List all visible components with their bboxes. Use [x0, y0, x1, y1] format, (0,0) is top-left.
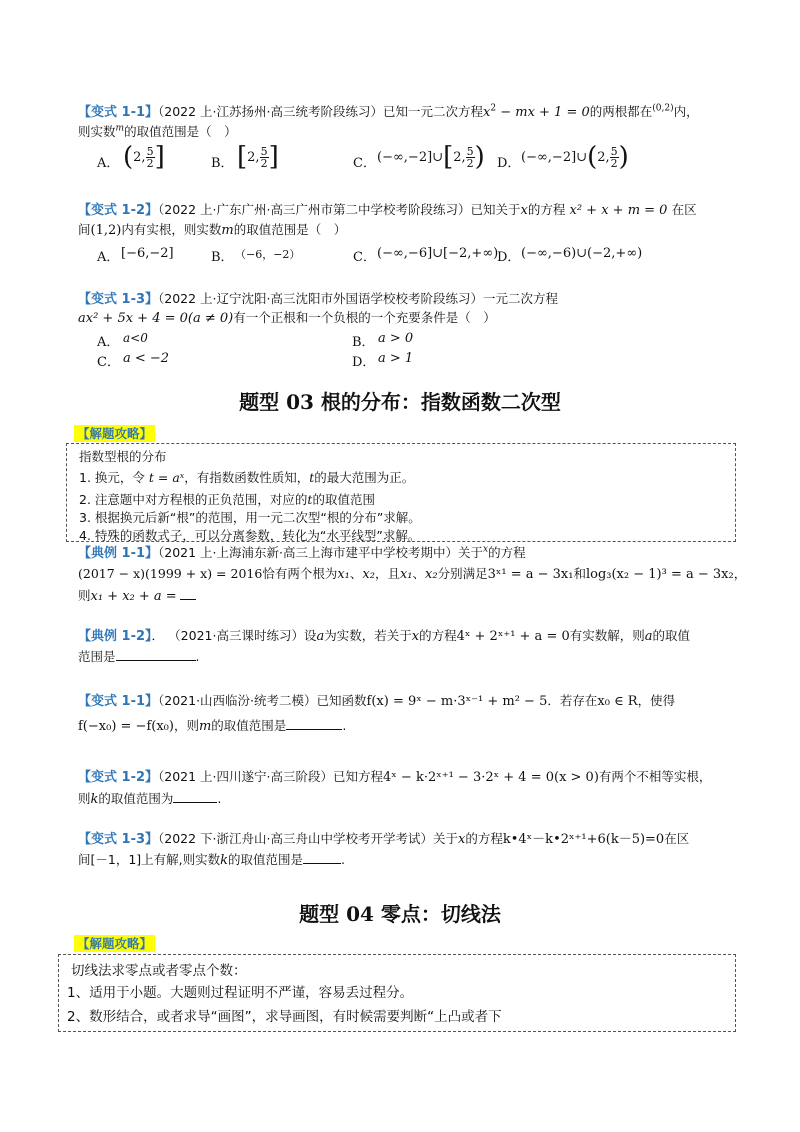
v11-eq: − mx + 1 = 0: [496, 105, 590, 120]
v11-optD-label[interactable]: D．: [497, 156, 521, 171]
section04-title: 题型 04 零点：切线法: [299, 902, 501, 926]
v12-source: （2022 上·广东广州·高三广州市第二中学校考阶段练习）已知关于: [158, 202, 521, 217]
v13-optD-label[interactable]: D．: [352, 355, 376, 370]
d12-line2: 范围是 .: [78, 649, 200, 664]
v11-optA-value[interactable]: ( 2, $\frac{5}{2}$ ]: [123, 142, 165, 172]
v23-tag: 【变式 1-3】: [78, 832, 159, 847]
v23-eq: k•4ˣ－k•2ˣ⁺¹+6(k－5)=0: [502, 832, 665, 847]
v11-mid: 的两根都在: [589, 104, 653, 119]
section04-item-1: 1、适用于小题。大题则过程证明不严谨，容易丢过程分。: [67, 985, 414, 1001]
v12-line2: [78, 220, 346, 238]
v13-optC-label[interactable]: C．: [97, 355, 120, 370]
v12-optB-label[interactable]: B．: [211, 250, 234, 265]
v22-source: （2021 上·四川遂宁·高三阶段）已知方程: [158, 769, 383, 784]
v11-var-m: m: [115, 123, 125, 134]
d11-x: x: [483, 544, 489, 555]
v12-optB-value[interactable]: （−6，−2）: [235, 248, 301, 261]
v12-eq: x² + x + m = 0: [569, 203, 668, 218]
d11-eq: (2017 − x)(1999 + x) = 2016: [78, 566, 263, 581]
v11-line2a: 则实数: [78, 124, 116, 139]
v12-x: x: [520, 203, 528, 218]
d12-tag: 【典例 1-2】: [78, 629, 152, 644]
v13-line2: [78, 308, 496, 326]
v22-eq: 4ˣ − k·2ˣ⁺¹ − 3·2ˣ + 4 = 0(x > 0): [383, 770, 599, 785]
v13-options: [97, 331, 497, 371]
d11-l2a: 恰有两个根为: [262, 566, 338, 581]
v11-line2: [78, 122, 237, 140]
d11-line3: 则x₁ + x₂ + a =: [78, 586, 196, 604]
section03-box-title: 指数型根的分布: [79, 449, 167, 464]
v12-line2b: 内有实根，则实数: [121, 222, 222, 237]
v12-optD-label[interactable]: D．: [497, 250, 521, 265]
section03-item-3: 3. 根据换元后新“根”的范围，用一元二次型“根的分布”求解。: [79, 510, 421, 525]
v21-source: （2021·山西临汾·统考二模）已知函数: [158, 693, 367, 708]
v11-source: （2022 上·江苏扬州·高三统考阶段练习）已知一元二次方程: [158, 104, 483, 119]
v21-tag: 【变式 1-1】: [78, 694, 159, 709]
v12-optC-value[interactable]: (−∞,−6]∪[−2,+∞): [377, 246, 499, 261]
section03-strategy-label: 【解题攻略】: [74, 424, 155, 442]
v13-line1: [78, 288, 558, 307]
section04-box-title: 切线法求零点或者零点个数：: [71, 963, 247, 979]
d11-line1: [78, 542, 526, 561]
v11-line1: 【变式 1-1】（2022 上·江苏扬州·高三统考阶段练习）已知一元二次方程$x^2$ − mx + 1 = 0的两根都在$^{(0,2)}$内，: [78, 103, 699, 120]
v23-line2: 间[－1，1]上有解,则实数k的取值范围是 .: [78, 852, 346, 868]
v22-tag: 【变式 1-2】: [78, 770, 159, 785]
v21-fx: f(x) = 9ˣ − m·3ˣ⁻¹ + m² − 5: [366, 694, 548, 709]
v12-mid: 的方程: [527, 202, 566, 217]
v11-interval: (0,2): [652, 103, 674, 114]
v13-optC-value[interactable]: a < −2: [123, 351, 170, 366]
d11-answer-blank[interactable]: [180, 587, 196, 600]
d12-eq: 4ˣ + 2ˣ⁺¹ + a = 0: [456, 629, 570, 644]
v13-tag: 【变式 1-3】: [78, 292, 159, 307]
v11-options: [97, 142, 717, 178]
v11-line2b: 的取值范围是（ ）: [124, 124, 237, 139]
v11-eq-x: x: [483, 105, 491, 120]
v11-optD-value[interactable]: (−∞,−2]∪ ( 2, $\frac{5}{2}$ ): [521, 142, 629, 172]
v12-line1: [78, 199, 697, 218]
v12-tag: 【变式 1-2】: [78, 203, 159, 218]
d12-line1: 【典例 1-2】． （2021·高三课时练习）设a为实数，若关于x的方程4ˣ + 2ˣ⁺¹ + a = 0有实数解，则a的取值: [78, 628, 691, 644]
v13-eq: ax² + 5x + 4 = 0(a ≠ 0): [78, 311, 234, 326]
d11-x2: x₂: [362, 567, 375, 582]
v12-optC-label[interactable]: C．: [353, 250, 376, 265]
d11-x1: x₁: [337, 567, 350, 582]
v13-optB-value[interactable]: a > 0: [378, 331, 414, 346]
d12-answer-blank[interactable]: [116, 648, 196, 661]
d11-l3eq: x₁ + x₂ + a =: [90, 589, 177, 604]
v22-answer-blank[interactable]: [173, 790, 217, 803]
v12-line2c: 的取值范围是（ ）: [233, 222, 347, 237]
section03-item-1: 1. 换元，令 t = aˣ，有指数函数性质知，t的最大范围为正。: [79, 470, 415, 485]
d11-eqb: log₃(x₂ − 1)³ = a − 3x₂: [585, 567, 734, 582]
v12-interval: (1,2): [90, 223, 122, 238]
v11-optB-label[interactable]: B．: [211, 156, 234, 171]
section04-item-2: 2、数形结合，或者求导“画图”，求导画图，有时候需要判断“上凸或者下: [67, 1009, 502, 1025]
d12-source: （2021·高三课时练习）设: [168, 628, 317, 643]
section03-title: 题型 03 根的分布：指数函数二次型: [239, 390, 561, 414]
v13-optD-value[interactable]: a > 1: [378, 351, 414, 366]
d11-source: （2021 上·上海浦东新·高三上海市建平中学校考期中）关于: [158, 545, 483, 560]
v12-options: [97, 246, 717, 266]
v11-optA-label[interactable]: A．: [97, 156, 120, 171]
v11-optC-value[interactable]: (−∞,−2]∪ [ 2, $\frac{5}{2}$ ): [377, 142, 485, 172]
section04-strategy-box: [58, 954, 736, 1032]
v13-optA-label[interactable]: A．: [97, 335, 120, 350]
v13-source: （2022 上·辽宁沈阳·高三沈阳市外国语学校校考阶段练习）一元二次方程: [158, 291, 558, 306]
d11-line2: (2017 − x)(1999 + x) = 2016恰有两个根为x₁、x₂，且x₁、x₂分别满足3ˣ¹ = a − 3x₁和log₃(x₂ − 1)³ = a − 3x₂，: [78, 566, 747, 582]
d11-l2c: 分别满足: [437, 566, 488, 581]
v22-line1: 【变式 1-2】（2021 上·四川遂宁·高三阶段）已知方程4ˣ − k·2ˣ⁺¹ − 3·2ˣ + 4 = 0(x > 0)有两个不相等实根，: [78, 769, 712, 785]
v23-line1: 【变式 1-3】（2022 下·浙江舟山·高三舟山中学校考开学考试）关于x的方程k•4ˣ－k•2ˣ⁺¹+6(k－5)=0在区: [78, 831, 690, 847]
v12-optD-value[interactable]: (−∞,−6)∪(−2,+∞): [521, 246, 643, 261]
v11-optB-value[interactable]: [ 2, $\frac{5}{2}$ ]: [237, 142, 279, 172]
v12-line2a: 间: [78, 222, 91, 237]
v11-tail: 内，: [673, 104, 699, 119]
v21-x0: x₀ ∈ R: [597, 694, 638, 709]
v23-source: （2022 下·浙江舟山·高三舟山中学校考开学考试）关于: [158, 831, 458, 846]
v21-line1: 【变式 1-1】（2021·山西临汾·统考二模）已知函数f(x) = 9ˣ − m·3ˣ⁻¹ + m² − 5．若存在x₀ ∈ R，使得: [78, 693, 676, 709]
section03-item-2: 2. 注意题中对方程根的正负范围，对应的t的取值范围: [79, 492, 375, 507]
v21-answer-blank[interactable]: [286, 717, 342, 730]
v12-tail: 在区: [671, 202, 697, 217]
d11-eqa: 3ˣ¹ = a − 3x₁: [487, 567, 574, 582]
v12-m: m: [221, 223, 234, 238]
v22-line2: 则k的取值范围为 .: [78, 791, 222, 807]
v21-line2: f(−x₀) = −f(x₀)，则m的取值范围是 .: [78, 718, 347, 734]
v12-optA-value[interactable]: [−6,−2]: [121, 246, 174, 261]
d11-tag: 【典例 1-1】: [78, 546, 159, 561]
section04-strategy-label: 【解题攻略】: [74, 934, 155, 952]
section03-item-4: 4. 特殊的函数式子，可以分离参数，转化为“水平线型”求解。: [79, 528, 421, 543]
v13-line2: 有一个正根和一个负根的一个充要条件是（ ）: [233, 310, 496, 325]
v11-optC-label[interactable]: C．: [353, 156, 376, 171]
v13-optA-value[interactable]: a<0: [123, 331, 148, 345]
v21-l2eq: f(−x₀) = −f(x₀): [78, 719, 174, 734]
v23-answer-blank[interactable]: [303, 851, 341, 864]
v11-tag: 【变式 1-1】: [78, 105, 159, 120]
d11-mid: 的方程: [488, 545, 526, 560]
v13-optB-label[interactable]: B．: [352, 335, 375, 350]
section03-strategy-box: [66, 443, 736, 542]
v12-optA-label[interactable]: A．: [97, 250, 120, 265]
